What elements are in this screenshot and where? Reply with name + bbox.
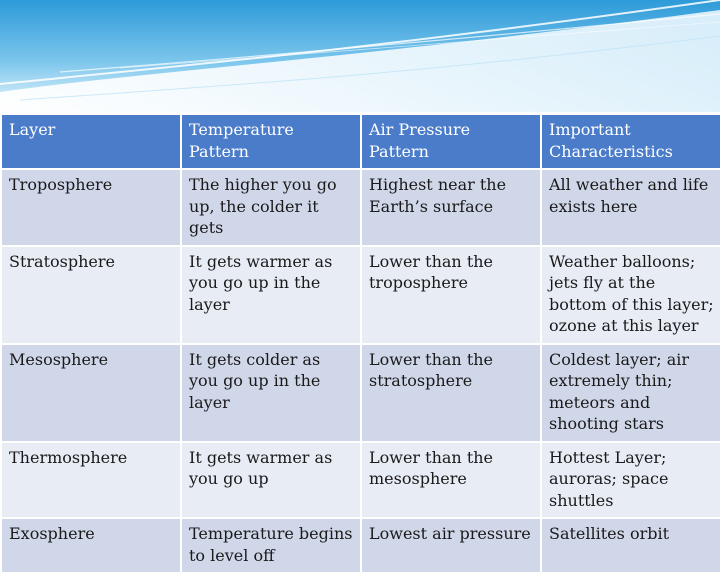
cell-pressure: Highest near the Earth’s surface [361, 169, 541, 246]
cell-layer: Exosphere [1, 518, 181, 573]
cell-temperature: It gets warmer as you go up [181, 442, 361, 519]
cell-characteristics: Coldest layer; air extremely thin; meteors and shooting stars [541, 344, 720, 442]
banner-waves-graphic [0, 0, 720, 112]
cell-characteristics: Weather balloons; jets fly at the bottom of this layer; ozone at this layer [541, 246, 720, 344]
table-header-row [1, 114, 720, 169]
cell-temperature: Temperature begins to level off [181, 518, 361, 573]
cell-pressure: Lower than the troposphere [361, 246, 541, 344]
cell-layer: Thermosphere [1, 442, 181, 519]
cell-characteristics: All weather and life exists here [541, 169, 720, 246]
header-layer: Layer [1, 114, 181, 169]
table-row [1, 246, 720, 344]
table-row [1, 344, 720, 442]
header-temperature-pattern: Temperature Pattern [181, 114, 361, 169]
cell-characteristics: Satellites orbit [541, 518, 720, 573]
header-air-pressure-pattern: Air Pressure Pattern [361, 114, 541, 169]
cell-layer: Mesosphere [1, 344, 181, 442]
cell-pressure: Lower than the mesosphere [361, 442, 541, 519]
cell-layer: Stratosphere [1, 246, 181, 344]
cell-pressure: Lower than the stratosphere [361, 344, 541, 442]
header-important-characteristics: Important Characteristics [541, 114, 720, 169]
decorative-banner [0, 0, 720, 112]
cell-pressure: Lowest air pressure [361, 518, 541, 573]
cell-layer: Troposphere [1, 169, 181, 246]
atmosphere-layers-table [0, 113, 720, 574]
cell-temperature: It gets colder as you go up in the layer [181, 344, 361, 442]
cell-temperature: The higher you go up, the colder it gets [181, 169, 361, 246]
cell-characteristics: Hottest Layer; auroras; space shuttles [541, 442, 720, 519]
table-row [1, 169, 720, 246]
table-row [1, 518, 720, 573]
table-row [1, 442, 720, 519]
cell-temperature: It gets warmer as you go up in the layer [181, 246, 361, 344]
